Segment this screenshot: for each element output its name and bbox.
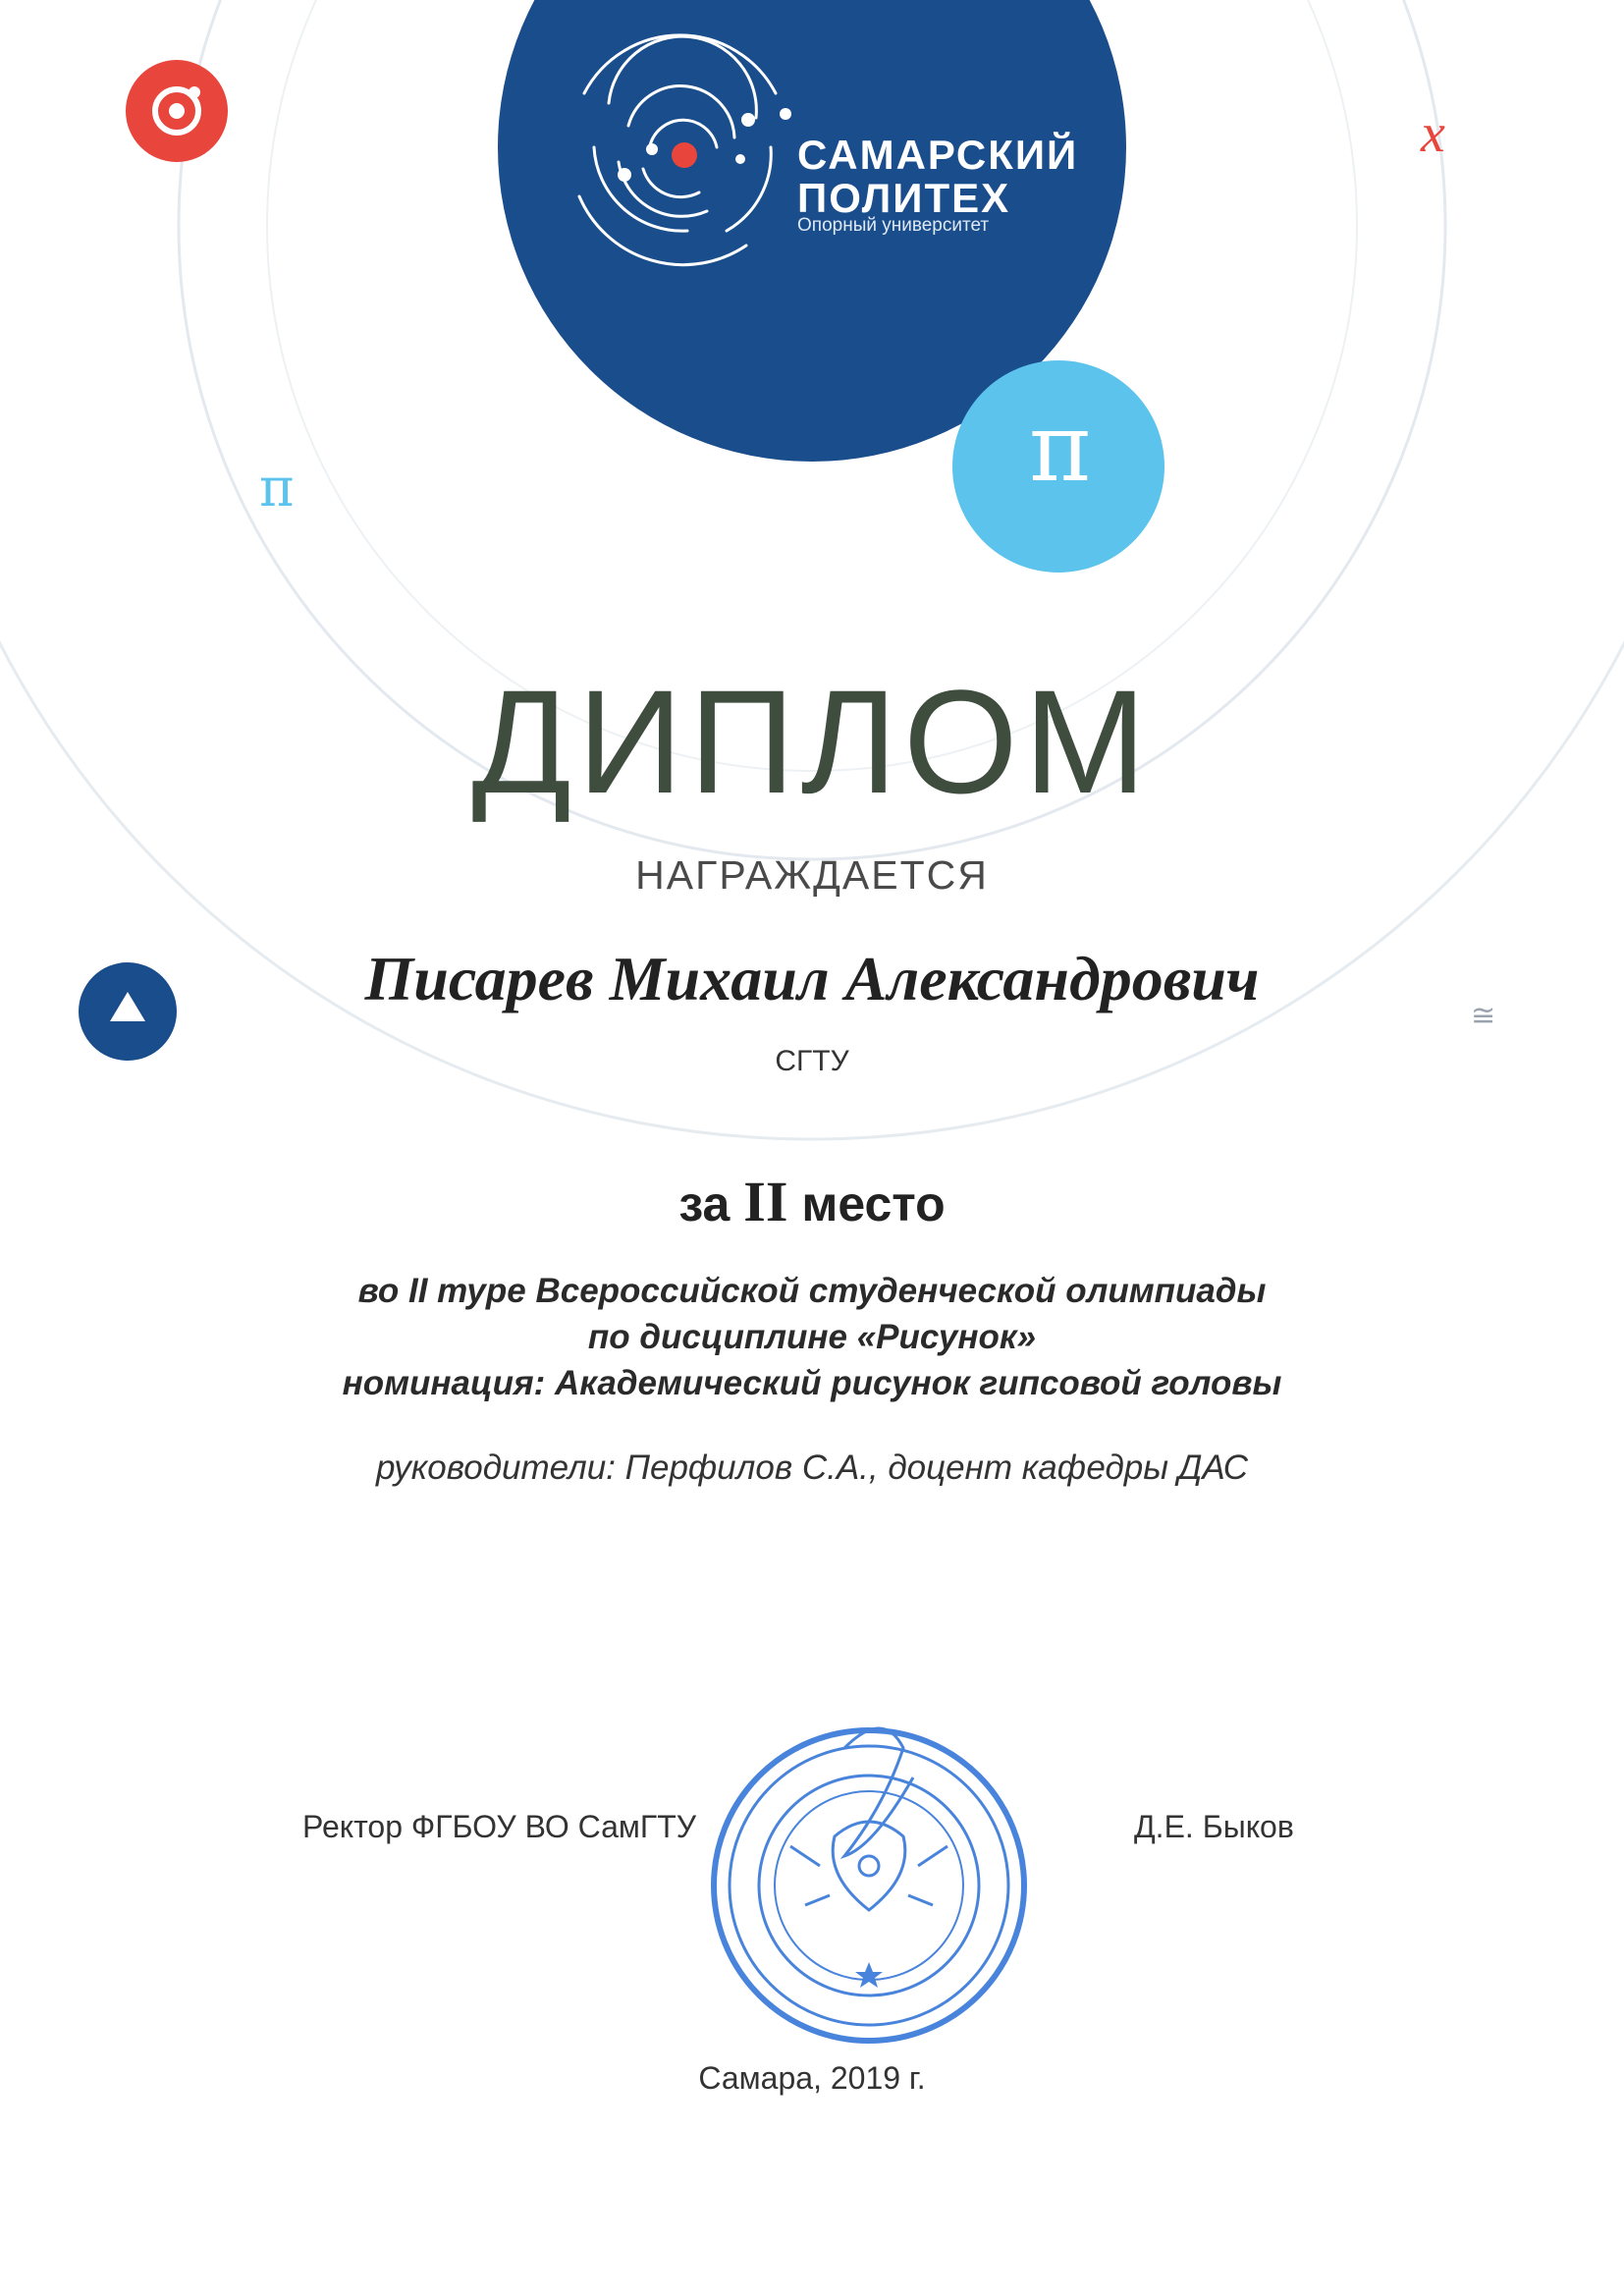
description-line-1: во II туре Всероссийской студенческой олимпиады [357,1272,1267,1310]
rector-title: Ректор ФГБОУ ВО СамГТУ [302,1809,697,1844]
place-date: Самара, 2019 г. [698,2060,926,2096]
place-numeral: II [743,1170,788,1233]
place-suffix: место [801,1176,946,1231]
small-pi-icon: π [259,457,295,519]
diploma-title: ДИПЛОМ [471,659,1153,824]
logo-line-politech: ПОЛИТЕХ [797,175,1011,221]
logo-line-samarsky: САМАРСКИЙ [797,132,1079,178]
rector-name: Д.Е. Быков [1134,1809,1294,1844]
place-line [0,1169,1624,1234]
logo-orbit-dot [741,113,755,127]
organization: СГТУ [775,1045,849,1077]
logo-orbit-dot [780,108,791,120]
description-line-2: по дисциплине «Рисунок» [587,1318,1037,1356]
logo-orbit-dot [735,154,745,164]
description-line-3: номинация: Академический рисунок гипсовой головы [342,1364,1282,1402]
logo-orbit-dot [618,168,631,182]
official-stamp [714,1728,1024,2041]
approx-icon: ≅ [1471,999,1496,1033]
place-prefix: за [678,1176,731,1231]
mentors-line: руководители: Перфилов С.А., доцент кафедры ДАС [375,1449,1249,1487]
x-icon: x [1421,103,1445,164]
awarded-label: НАГРАЖДАЕТСЯ [635,852,989,898]
logo-orbit-dot [646,143,658,155]
logo-subtitle: Опорный университет [797,215,990,236]
logo-core-dot [672,142,697,168]
recipient-name: Писарев Михаил Александрович [364,944,1260,1013]
pi-icon: π [1029,393,1092,503]
